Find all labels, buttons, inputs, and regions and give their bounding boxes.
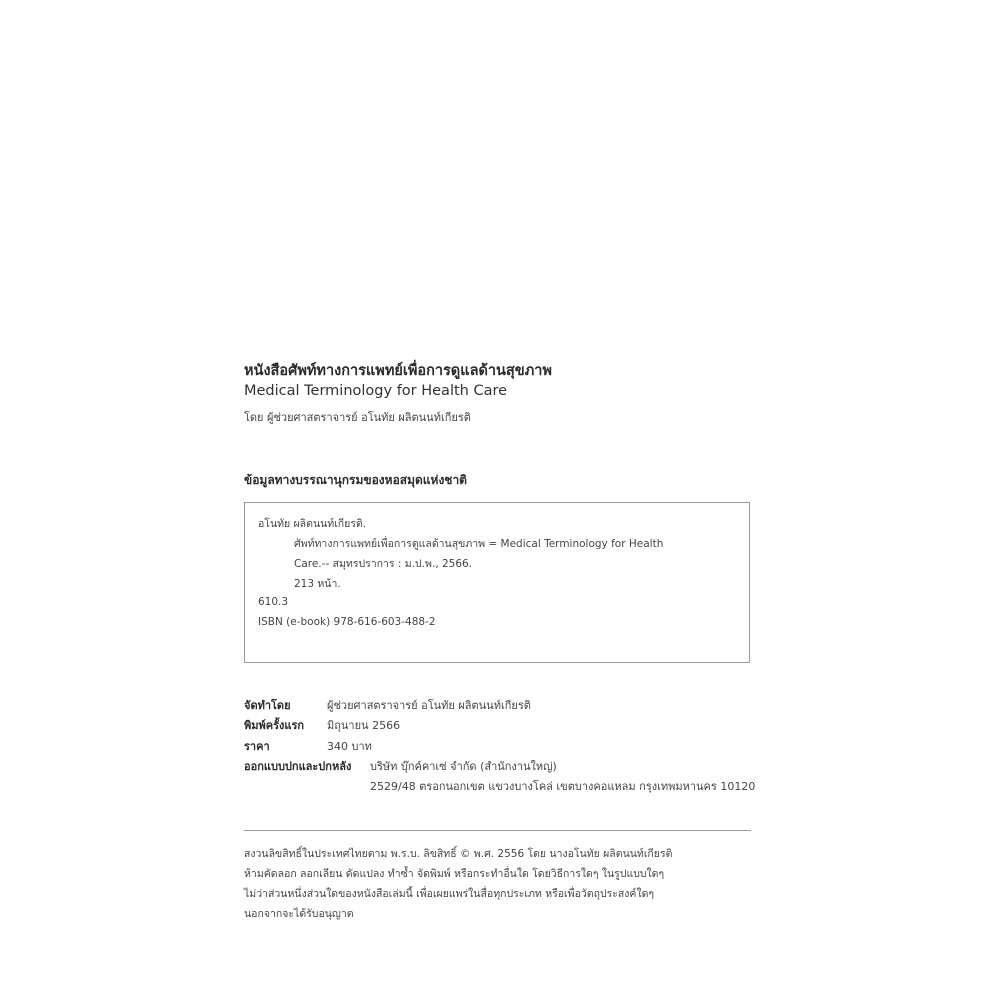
cip-isbn: ISBN (e-book) 978-616-603-488-2	[258, 616, 436, 628]
cip-pages: 213 หน้า.	[294, 578, 341, 590]
price-label: ราคา	[244, 740, 270, 753]
cip-author: อโนทัย ผลิตนนท์เกียรติ.	[258, 518, 367, 530]
cip-heading: ข้อมูลทางบรรณานุกรมของหอสมุดแห่งชาติ	[244, 473, 467, 487]
cover-design-label: ออกแบบปกและปกหลัง	[244, 760, 352, 773]
cover-design-address: 2529/48 ตรอกนอกเขต แขวงบางโคล่ เขตบางคอแหลม กรุงเทพมหานคร 10120	[370, 780, 756, 793]
copyright-line-1: สงวนลิขสิทธิ์ในประเทศไทยตาม พ.ร.บ. ลิขสิทธิ์ © พ.ศ. 2556 โดย นางอโนทัย ผลิตนนท์เกียรติ	[244, 848, 673, 860]
cip-classification: 610.3	[258, 596, 289, 608]
divider-line	[244, 830, 751, 831]
cip-title-line-2: Care.-- สมุทรปราการ : ม.ป.พ., 2566.	[294, 558, 473, 570]
producer-label: จัดทำโดย	[244, 699, 291, 712]
cip-record-box	[244, 502, 750, 663]
price-value: 340 บาท	[327, 740, 372, 753]
copyright-line-4: นอกจากจะได้รับอนุญาต	[244, 908, 354, 920]
first-print-value: มิถุนายน 2566	[327, 719, 401, 732]
cip-title-line-1: ศัพท์ทางการแพทย์เพื่อการดูแลด้านสุขภาพ = Medical Terminology for Health	[294, 538, 664, 550]
copyright-line-2: ห้ามคัดลอก ลอกเลียน ดัดแปลง ทำซ้ำ จัดพิมพ์ หรือกระทำอื่นใด โดยวิธีการใดๆ ในรูปแบบใดๆ	[244, 868, 665, 880]
first-print-label: พิมพ์ครั้งแรก	[244, 719, 305, 732]
book-title-english: Medical Terminology for Health Care	[244, 383, 508, 399]
book-title-thai: หนังสือศัพท์ทางการแพทย์เพื่อการดูแลด้านสุขภาพ	[244, 363, 552, 379]
copyright-line-3: ไม่ว่าส่วนหนึ่งส่วนใดของหนังสือเล่มนี้ เพื่อเผยแพร่ในสื่อทุกประเภท หรือเพื่อวัตถุประสงค์ใดๆ	[244, 888, 655, 900]
cover-design-value: บริษัท บุ๊กค์คาเซ่ จำกัด (สำนักงานใหญ่)	[370, 760, 557, 773]
author-byline: โดย ผู้ช่วยศาสตราจารย์ อโนทัย ผลิตนนท์เกียรติ	[244, 411, 471, 424]
producer-value: ผู้ช่วยศาสตราจารย์ อโนทัย ผลิตนนท์เกียรติ	[327, 699, 531, 712]
